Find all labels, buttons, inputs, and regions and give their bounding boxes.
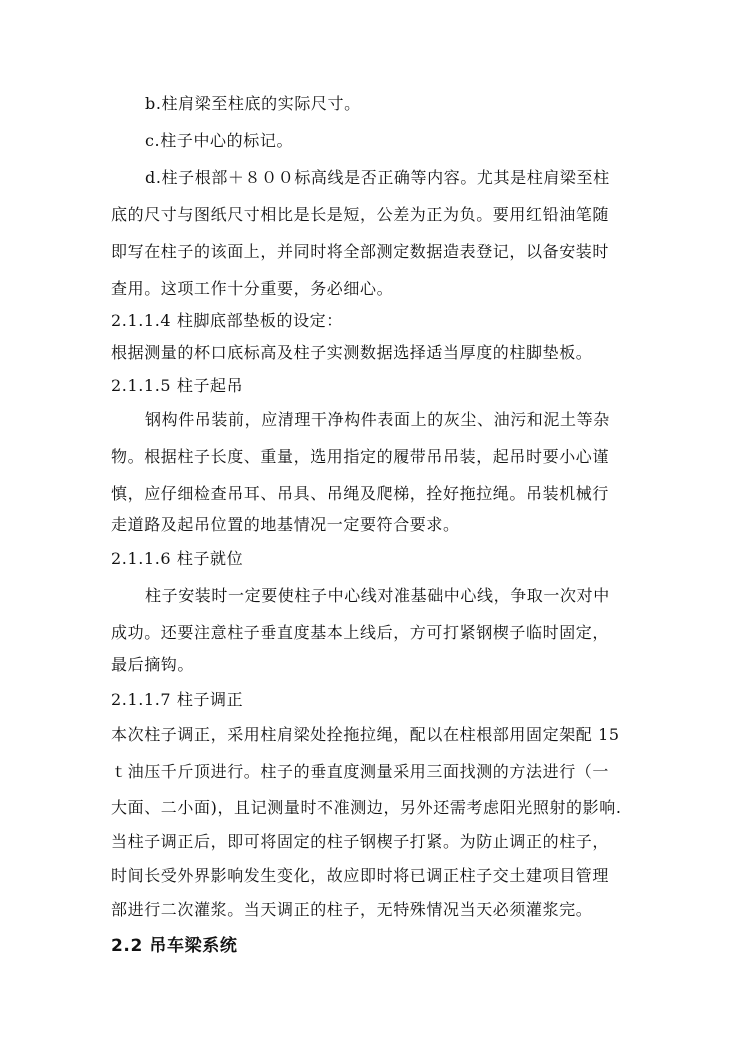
text-line: 即写在柱子的该面上，并同时将全部测定数据造表登记，以备安装时 — [111, 242, 610, 261]
section-heading-2-2: 2.2 吊车梁系统 — [111, 936, 238, 956]
text-line-item-b: b.柱肩梁至柱底的实际尺寸。 — [145, 94, 361, 113]
section-heading-2-1-1-4: 2.1.1.4 柱脚底部垫板的设定： — [111, 311, 343, 330]
text-line: 查用。这项工作十分重要，务必细心。 — [111, 279, 394, 298]
text-line: 部进行二次灌浆。当天调正的柱子，无特殊情况当天必须灌浆完。 — [111, 900, 593, 919]
text-line: 钢构件吊装前，应清理干净构件表面上的灰尘、油污和泥土等杂 — [145, 410, 610, 429]
text-line: 本次柱子调正，采用柱肩梁处拴拖拉绳，配以在柱根部用固定架配 15 — [111, 725, 620, 744]
text-line: 走道路及起吊位置的地基情况一定要符合要求。 — [111, 515, 460, 534]
text-line-item-c: c.柱子中心的标记。 — [145, 131, 294, 150]
text-line: 慎，应仔细检查吊耳、吊具、吊绳及爬梯，拴好拖拉绳。吊装机械行 — [111, 484, 610, 503]
text-line-item-d: d.柱子根部＋８００标高线是否正确等内容。尤其是柱肩梁至柱 — [145, 168, 610, 187]
section-heading-2-1-1-5: 2.1.1.5 柱子起吊 — [111, 376, 244, 395]
section-heading-2-1-1-6: 2.1.1.6 柱子就位 — [111, 549, 244, 568]
section-heading-2-1-1-7: 2.1.1.7 柱子调正 — [111, 690, 244, 709]
text-line: 大面、二小面)，且记测量时不准测边，另外还需考虑阳光照射的影响. — [111, 798, 622, 817]
text-line: 时间长受外界影响发生变化，故应即时将已调正柱子交土建项目管理 — [111, 866, 610, 885]
text-line: 当柱子调正后，即可将固定的柱子钢楔子打紧。为防止调正的柱子， — [111, 832, 610, 851]
text-line: 成功。还要注意柱子垂直度基本上线后，方可打紧钢楔子临时固定， — [111, 623, 610, 642]
text-line: 柱子安装时一定要使柱子中心线对准基础中心线，争取一次对中 — [145, 586, 610, 605]
text-line: 物。根据柱子长度、重量，选用指定的履带吊吊装，起吊时要小心谨 — [111, 447, 610, 466]
text-line: ｔ油压千斤顶进行。柱子的垂直度测量采用三面找测的方法进行（一 — [111, 762, 610, 781]
text-line: 底的尺寸与图纸尺寸相比是长是短，公差为正为负。要用红铅油笔随 — [111, 205, 610, 224]
text-line: 最后摘钩。 — [111, 655, 195, 674]
text-line: 根据测量的杯口底标高及柱子实测数据选择适当厚度的柱脚垫板。 — [111, 343, 593, 362]
